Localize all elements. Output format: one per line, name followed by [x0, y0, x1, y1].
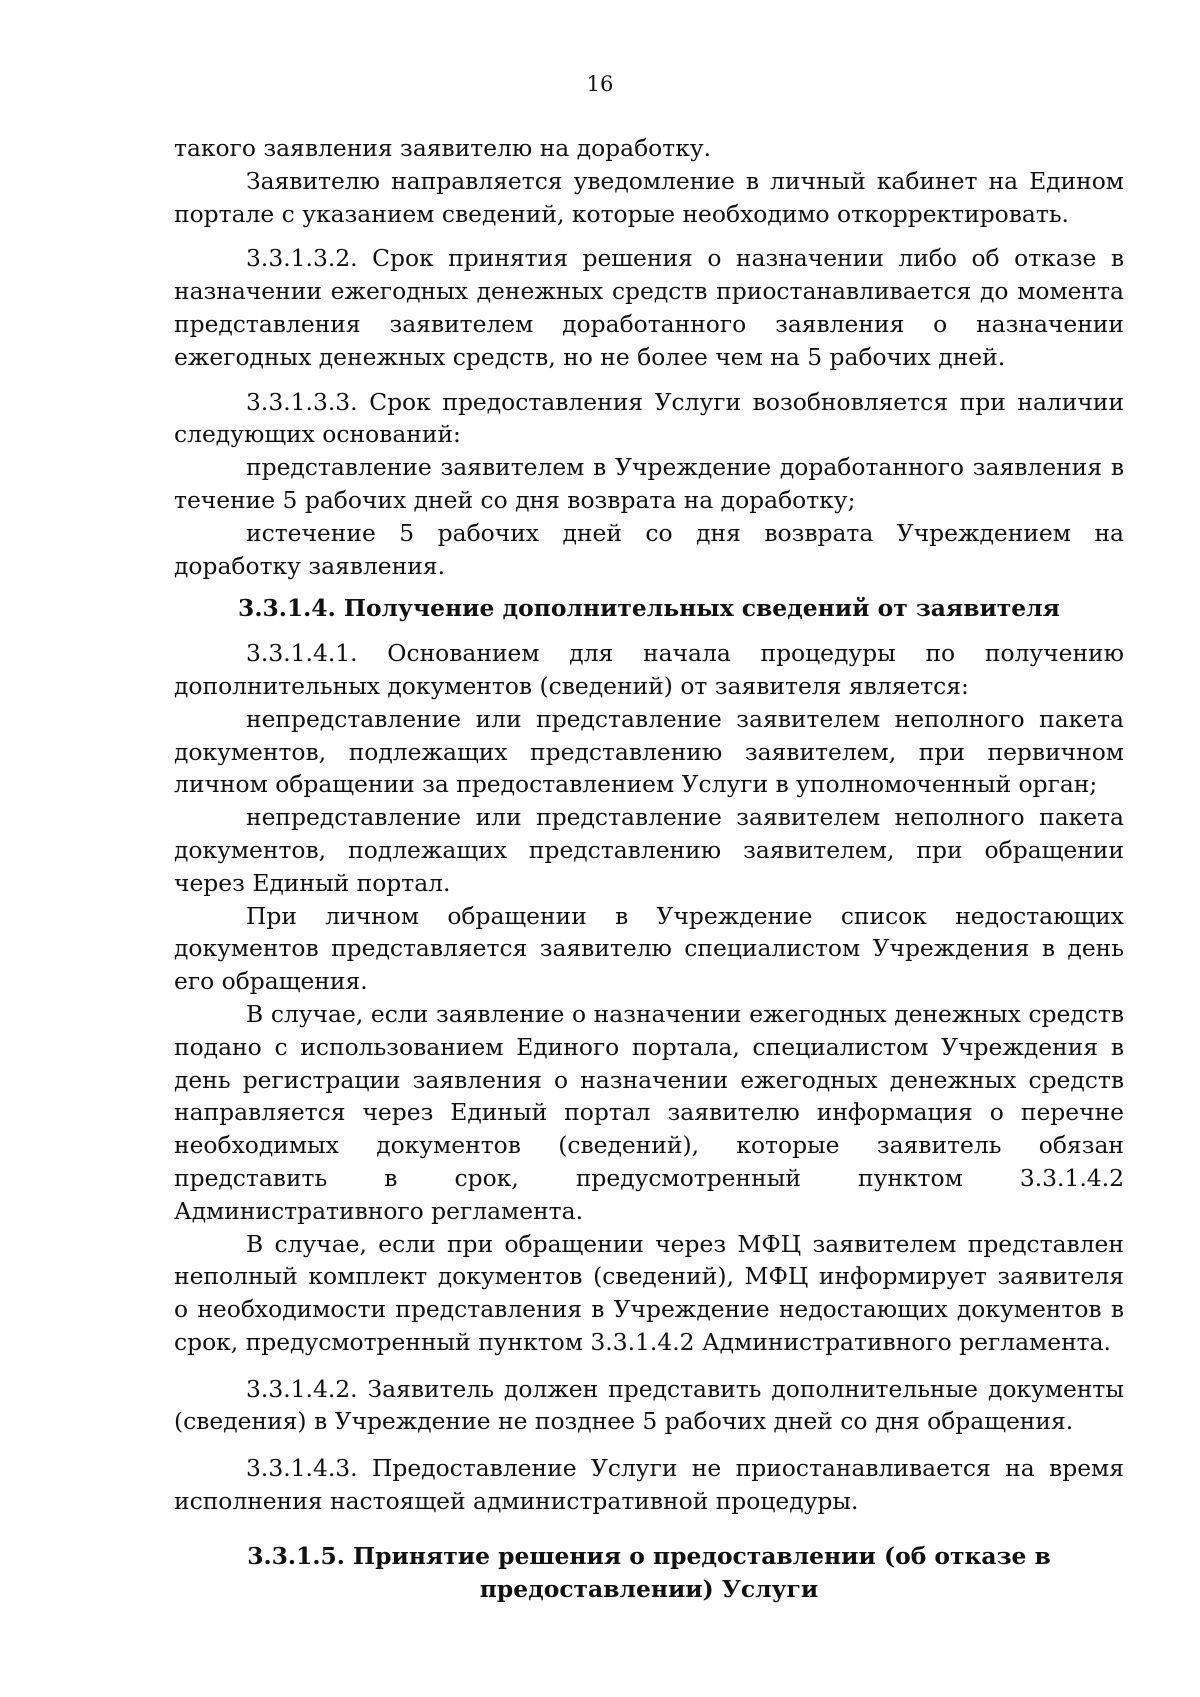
document-body: [174, 132, 1124, 1605]
paragraph-3-3-1-4-1: 3.3.1.4.1. Основанием для начала процедуры по получению дополнительных документов (сведений) от заявителя является:: [174, 639, 1124, 700]
section-heading-3-3-1-5: [174, 1540, 1124, 1606]
paragraph-notification: Заявителю направляется уведомление в личный кабинет на Едином портале с указанием сведений, которые необходимо откорректировать.: [174, 166, 1124, 228]
paragraph-personal-visit: При личном обращении в Учреждение список недостающих документов представляется заявителю специалистом Учреждения в день его обращения.: [174, 901, 1124, 996]
section-heading-3-3-1-4: 3.3.1.4. Получение дополнительных сведений от заявителя: [238, 594, 1060, 623]
page-number: 16: [586, 72, 614, 96]
section-heading-3-3-1-5-line1: 3.3.1.5. Принятие решения о предоставлении (об отказе в: [247, 1541, 1051, 1570]
paragraph-continuation: такого заявления заявителю на доработку.: [174, 134, 712, 162]
paragraph-mfc-case: В случае, если при обращении через МФЦ заявителем представлен неполный комплект документов (сведений), МФЦ информирует заявителя о необходимости представления в Учреждение недостающих документов в срок, предусмотренный пунктом 3.3.1.4.2 Административного регламента.: [174, 1229, 1124, 1356]
section-heading-3-3-1-5-line2: предоставлении) Услуги: [479, 1574, 819, 1603]
paragraph-incomplete-portal: непредставление или представление заявителем неполного пакета документов, подлежащих представлению заявителем, при обращении через Единый портал.: [174, 803, 1124, 897]
paragraph-3-3-1-3-3: 3.3.1.3.3. Срок предоставления Услуги возобновляется при наличии следующих оснований:: [174, 387, 1124, 449]
paragraph-3-3-1-4-2: 3.3.1.4.2. Заявитель должен представить дополнительные документы (сведения) в Учреждение не позднее 5 рабочих дней со дня обращения.: [174, 1374, 1124, 1436]
paragraph-basis-1: представление заявителем в Учреждение доработанного заявления в течение 5 рабочих дней со дня возврата на доработку;: [174, 453, 1124, 514]
paragraph-portal-case: В случае, если заявление о назначении ежегодных денежных средств подано с использованием Единого портала, специалистом Учреждения в день регистрации заявления о назначении ежегодных денежных средств направляется через Единый портал заявителю информация о перечне необходимых документов (сведений), которые заявитель обязан представить в срок, предусмотренный пунктом 3.3.1.4.2 Административного регламента.: [174, 999, 1124, 1225]
paragraph-basis-2: истечение 5 рабочих дней со дня возврата Учреждением на доработку заявления.: [174, 518, 1124, 580]
paragraph-3-3-1-4-3: 3.3.1.4.3. Предоставление Услуги не приостанавливается на время исполнения настоящей административной процедуры.: [174, 1454, 1124, 1516]
paragraph-3-3-1-3-2: 3.3.1.3.2. Срок принятия решения о назначении либо об отказе в назначении ежегодных денежных средств приостанавливается до момента представления заявителем доработанного заявления о назначении ежегодных денежных средств, но не более чем на 5 рабочих дней.: [174, 244, 1124, 371]
paragraph-incomplete-personal: непредставление или представление заявителем неполного пакета документов, подлежащих представлению заявителем, при первичном личном обращении за предоставлением Услуги в уполномоченный орган;: [174, 704, 1124, 799]
